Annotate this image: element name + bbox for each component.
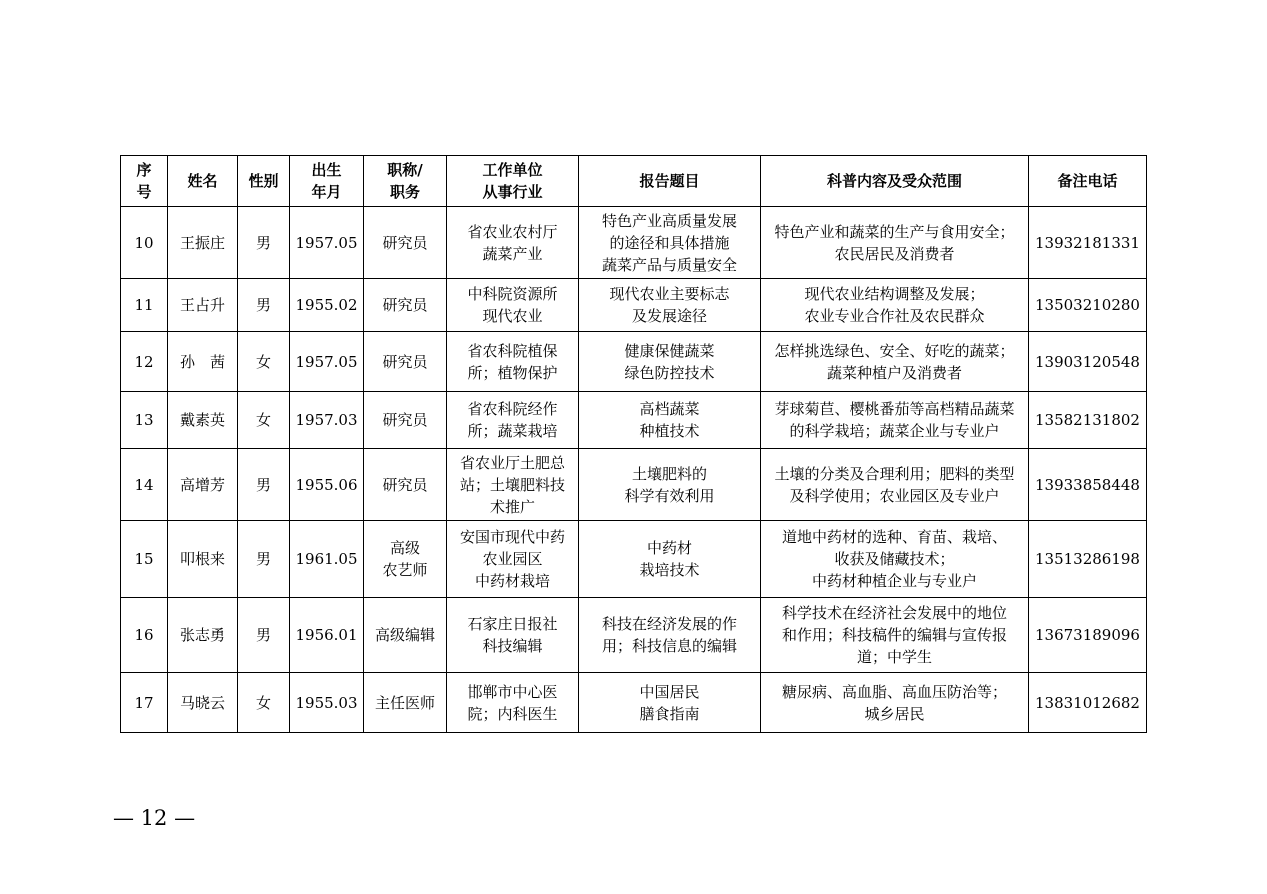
page-number: — 12 — [113,806,196,830]
cell-unit [447,598,579,673]
cell-line: 道；中学生 [856,648,932,666]
cell-phone: 13582131802 [1029,392,1147,449]
cell-line: 研究员 [382,475,428,494]
cell-topic [579,449,761,521]
cell-content [761,279,1029,332]
cell-index: 17 [121,673,168,733]
cell-title [364,521,447,598]
cell-line: 站；土壤肥料技 [459,475,565,494]
expert-roster-table [120,155,1147,733]
cell-line: 绿色防控技术 [624,363,715,382]
cell-line: 科技在经济发展的作 [601,615,737,633]
header-cell-topic [579,156,761,207]
cell-line: 科学有效利用 [624,486,715,505]
cell-line: 特色产业和蔬菜的生产与食用安全； [774,222,1015,241]
cell-index: 12 [121,332,168,392]
cell-line: 及科学使用；农业园区及专业户 [789,486,1000,505]
cell-birth: 1957.05 [290,207,364,279]
cell-line: 高级编辑 [374,626,435,644]
header-cell-unit [447,156,579,207]
cell-topic [579,673,761,733]
cell-line: 的科学栽培；蔬菜企业与专业户 [789,422,1000,440]
cell-line: 省农科院植保 [467,341,558,360]
header-cell-gender [238,156,290,207]
cell-line: 省农业厅土肥总 [459,453,565,472]
header-line: 性别 [248,172,279,190]
cell-title [364,449,447,521]
cell-line: 的途径和具体措施 [609,233,730,252]
cell-birth: 1955.06 [290,449,364,521]
cell-topic [579,207,761,279]
cell-title [364,279,447,332]
cell-line: 道地中药材的选种、育苗、栽培、 [781,528,1007,546]
cell-line: 省农科院经作 [467,400,558,418]
cell-unit [447,207,579,279]
cell-line: 所；蔬菜栽培 [467,422,558,440]
header-cell-index [121,156,168,207]
cell-line: 科学技术在经济社会发展中的地位 [781,604,1007,622]
cell-title [364,673,447,733]
cell-line: 术推广 [489,497,535,516]
cell-line: 栽培技术 [639,561,700,579]
cell-title [364,598,447,673]
table-row [121,449,1147,521]
cell-title [364,392,447,449]
cell-line: 石家庄日报社 [467,615,558,633]
cell-birth: 1957.05 [290,332,364,392]
cell-title [364,207,447,279]
cell-line: 中药材栽培 [474,572,550,590]
table-header-row [121,156,1147,207]
cell-index: 16 [121,598,168,673]
cell-content [761,449,1029,521]
cell-gender: 女 [238,332,290,392]
cell-line: 用；科技信息的编辑 [601,637,737,655]
cell-phone: 13673189096 [1029,598,1147,673]
cell-gender: 女 [238,673,290,733]
header-line: 备注电话 [1057,172,1118,190]
cell-topic [579,392,761,449]
cell-unit [447,392,579,449]
cell-line: 现代农业结构调整及发展； [804,285,985,303]
cell-content [761,598,1029,673]
cell-line: 高级 [389,539,420,557]
cell-line: 主任医师 [374,693,435,712]
cell-line: 土壤肥料的 [631,464,707,483]
cell-unit [447,449,579,521]
cell-content [761,207,1029,279]
cell-line: 糖尿病、高血脂、高血压防治等； [781,682,1007,701]
cell-line: 研究员 [382,411,428,429]
cell-content [761,392,1029,449]
table-row [121,279,1147,332]
cell-gender: 女 [238,392,290,449]
cell-gender: 男 [238,449,290,521]
header-line: 年月 [311,183,342,201]
cell-name: 王占升 [168,279,238,332]
cell-line: 芽球菊苣、樱桃番茄等高档精品蔬菜 [774,400,1015,418]
header-cell-title [364,156,447,207]
cell-title [364,332,447,392]
cell-line: 种植技术 [639,422,700,440]
header-line: 报告题目 [639,172,700,190]
cell-phone: 13503210280 [1029,279,1147,332]
header-line: 科普内容及受众范围 [826,172,962,190]
header-cell-birth [290,156,364,207]
cell-line: 高档蔬菜 [639,400,700,418]
cell-line: 蔬菜种植户及消费者 [826,363,962,382]
cell-name: 孙 茜 [168,332,238,392]
cell-line: 研究员 [382,352,428,371]
cell-topic [579,521,761,598]
cell-index: 13 [121,392,168,449]
table-row [121,332,1147,392]
cell-line: 现代农业主要标志 [609,285,730,303]
cell-phone: 13933858448 [1029,449,1147,521]
cell-line: 特色产业高质量发展 [601,211,737,230]
cell-index: 15 [121,521,168,598]
cell-topic [579,332,761,392]
cell-name: 王振庄 [168,207,238,279]
header-cell-content [761,156,1029,207]
cell-unit [447,521,579,598]
cell-line: 蔬菜产业 [482,244,543,263]
cell-name: 叩根来 [168,521,238,598]
cell-phone: 13513286198 [1029,521,1147,598]
cell-index: 11 [121,279,168,332]
cell-name: 高增芳 [168,449,238,521]
table-row [121,598,1147,673]
header-line: 工作单位 [482,161,543,179]
cell-line: 院；内科医生 [467,704,558,723]
table-row [121,392,1147,449]
cell-line: 收获及储藏技术； [834,550,955,568]
cell-index: 10 [121,207,168,279]
cell-line: 农民居民及消费者 [834,244,955,263]
header-cell-name [168,156,238,207]
cell-birth: 1955.03 [290,673,364,733]
cell-name: 戴素英 [168,392,238,449]
cell-topic [579,279,761,332]
cell-line: 科技编辑 [482,637,543,655]
cell-line: 中国居民 [639,682,700,701]
cell-gender: 男 [238,279,290,332]
table-body [121,207,1147,733]
cell-line: 土壤的分类及合理利用；肥料的类型 [774,464,1015,483]
cell-unit [447,332,579,392]
header-line: 职务 [389,183,420,201]
table-row [121,521,1147,598]
table-row [121,207,1147,279]
header-line: 从事行业 [482,183,543,201]
cell-line: 蔬菜产品与质量安全 [601,255,737,274]
header-line: 号 [136,183,152,201]
cell-unit [447,279,579,332]
cell-line: 邯郸市中心医 [467,682,558,701]
cell-line: 健康保健蔬菜 [624,341,715,360]
cell-index: 14 [121,449,168,521]
cell-line: 和作用；科技稿件的编辑与宣传报 [781,626,1007,644]
cell-name: 张志勇 [168,598,238,673]
cell-line: 农业专业合作社及农民群众 [804,307,985,325]
header-line: 职称/ [387,161,423,179]
cell-line: 安国市现代中药 [459,528,565,546]
cell-line: 膳食指南 [639,704,700,723]
cell-line: 中药材种植企业与专业户 [811,572,977,590]
cell-birth: 1955.02 [290,279,364,332]
cell-line: 研究员 [382,233,428,252]
cell-phone: 13903120548 [1029,332,1147,392]
header-line: 序 [136,161,152,179]
cell-line: 中科院资源所 [467,285,558,303]
cell-line: 农艺师 [382,561,428,579]
header-line: 出生 [311,161,342,179]
cell-unit [447,673,579,733]
cell-birth: 1957.03 [290,392,364,449]
cell-line: 城乡居民 [864,704,925,723]
cell-line: 农业园区 [482,550,543,568]
cell-line: 中药材 [646,539,692,557]
header-line: 姓名 [187,172,218,190]
cell-gender: 男 [238,521,290,598]
cell-phone: 13831012682 [1029,673,1147,733]
cell-content [761,332,1029,392]
cell-content [761,673,1029,733]
cell-birth: 1956.01 [290,598,364,673]
roster-sheet [120,155,1146,733]
cell-name: 马晓云 [168,673,238,733]
cell-line: 省农业农村厅 [467,222,558,241]
cell-line: 所；植物保护 [467,363,558,382]
cell-birth: 1961.05 [290,521,364,598]
cell-gender: 男 [238,207,290,279]
cell-line: 研究员 [382,296,428,314]
cell-gender: 男 [238,598,290,673]
header-cell-phone [1029,156,1147,207]
table-row [121,673,1147,733]
cell-line: 及发展途径 [631,307,707,325]
cell-content [761,521,1029,598]
cell-line: 现代农业 [482,307,543,325]
cell-line: 怎样挑选绿色、安全、好吃的蔬菜； [774,341,1015,360]
cell-phone: 13932181331 [1029,207,1147,279]
cell-topic [579,598,761,673]
